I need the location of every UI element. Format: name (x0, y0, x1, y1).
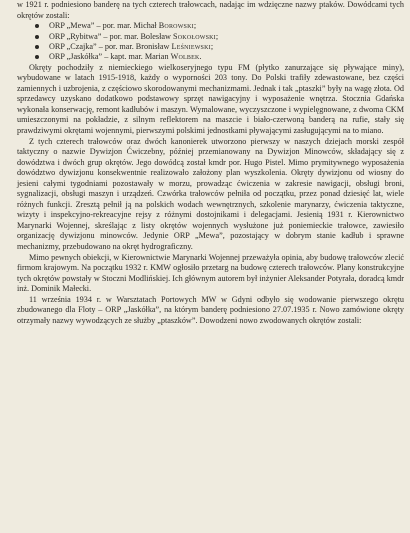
bullet-icon (35, 35, 39, 39)
punctuation: ; (215, 31, 219, 41)
ship-name: ORP „Rybitwa” (49, 31, 102, 41)
paragraph-new-construction: Mimo pewnych obiekcji, w Kierownictwie Marynarki Wojennej przeważyła opinia, aby budowę trałowców zlecić firmom krajowym. Na początku 1932 r. KMW ogłosiło przetarg na budowę czterech trałowców. Plany konstrukcyjne tych okrętów powstały w Stoczni Modlińskiej. Ich głównym autorem był inżynier Aleksander Potyrała, doradcą kmdr inż. Dominik Małecki. (17, 252, 404, 294)
punctuation: . (199, 52, 202, 62)
commander-rank: – por. mar. Bronisław (96, 41, 172, 51)
commander-surname: Borowski (158, 21, 194, 31)
commander-rank: – kapt. mar. Marian (102, 52, 171, 62)
commander-rank: – por. mar. Michał (94, 21, 159, 31)
list-item (35, 42, 404, 52)
list-item (35, 21, 404, 31)
paragraph-launching: 11 września 1934 r. w Warsztatach Portowych MW w Gdyni odbyło się wodowanie pierwszego okrętu zbudowanego dla Floty – ORP „Jaskółka”, na którym banderę podniesiono 27.07.1935 r. Nowo zamówione okręty otrzymały nazwy wywodzących ze służby „ptaszków”. Dowodzeni nowo zwodowanych okrętów zostali: (17, 294, 404, 325)
commander-rank: – por. mar. Bolesław (101, 31, 173, 41)
commander-surname: Sokołowski (173, 31, 216, 41)
bullet-icon (35, 55, 39, 59)
punctuation: ; (210, 41, 214, 51)
ship-commanders-list (17, 21, 404, 63)
commander-surname: Leśniewski (171, 41, 211, 51)
paragraph-intro: w 1921 r. podniesiono banderę na tych czterech trałowcach, nadając im wdzięczne nazwy ptaków. Dowódcami tych okrętów zostali: (17, 0, 404, 20)
paragraph-ship-origin: Okręty pochodziły z niemieckiego wielkoseryjnego typu FM (płytko zanurzające się pływające miny), wybudowane w latach 1915-1918, każdy o wyporności 203 tony. Do Polski trafiły zdewastowane, bez części zamiennych i uzbrojenia, z częściowo skorodowanymi mechanizmami. Jednak i tak „ptaszki” były na wagę złota. Od sprzedawcy uzyskano dodatkowo podstawowy sprzęt nawigacyjny i wyposażenie wnętrza. Stocznia Gdańska wykonała konserwację, remont kadłubów i maszyn. Wymalowane, wyczyszczone i wypielęgnowane, z dwoma CKM umieszczonymi na pokładzie, z silnym reflektorem na maszcie i biało-czerwoną banderą na rufie, stały się prawdziwymi okrętami wojennymi, pierwszymi polskimi jednostkami pływającymi zasługującymi na to miano. (17, 62, 404, 135)
ship-name: ORP „Mewa” (49, 21, 95, 31)
ship-name: ORP „Jaskółka” (49, 52, 103, 62)
bullet-icon (35, 24, 39, 28)
list-item (35, 52, 404, 62)
list-item (35, 32, 404, 42)
bullet-icon (35, 45, 39, 49)
ship-name: ORP „Czajka” (49, 41, 97, 51)
punctuation: ; (193, 21, 197, 31)
paragraph-division: Z tych czterech trałowców oraz dwóch kanonierek utworzono pierwszy w naszych dziejach morski zespół taktyczny o nazwie Dywizjon Ćwiczebny, później przemianowany na Dywizjon Minowców, składający się z dowództwa i dwóch grup okrętów. Jego dowódcą został kmdr por. Hugo Pistel. Mimo prymitywnego wyposażenia dowództwo dywizjonu konsekwentnie realizowało założony plan wyszkolenia. Okręty dywizjonu od wiosny do jesieni całymi tygodniami pozostawały w morzu, prowadząc ćwiczenia w zakresie nawigacji, obsługi broni, sygnalizacji, obsługi maszyn i urządzeń. Czwórka trałowców pełniła od początku, przez ponad dziesięć lat, wiele różnych funkcji. Zresztą pełnił ją na polskich wodach wewnętrznych, szkolenie marynarzy, ćwiczenia taktyczne, wizyty i inspekcyjno-rekreacyjne rejsy z różnymi dostojnikami i delegacjami. Jesienią 1931 r. Kierownictwo Marynarki Wojennej, skreślając z listy okrętów wojennych wysłużone już poniemieckie trałowce, zawiesiło organizację dywizjonu minowców. Jedynie ORP „Mewa”, pozostający w dobrym stanie kadłub i sprawne mechanizmy, przebudowano na okręt hydrograficzny. (17, 136, 404, 252)
commander-surname: Wolbek (170, 52, 200, 62)
